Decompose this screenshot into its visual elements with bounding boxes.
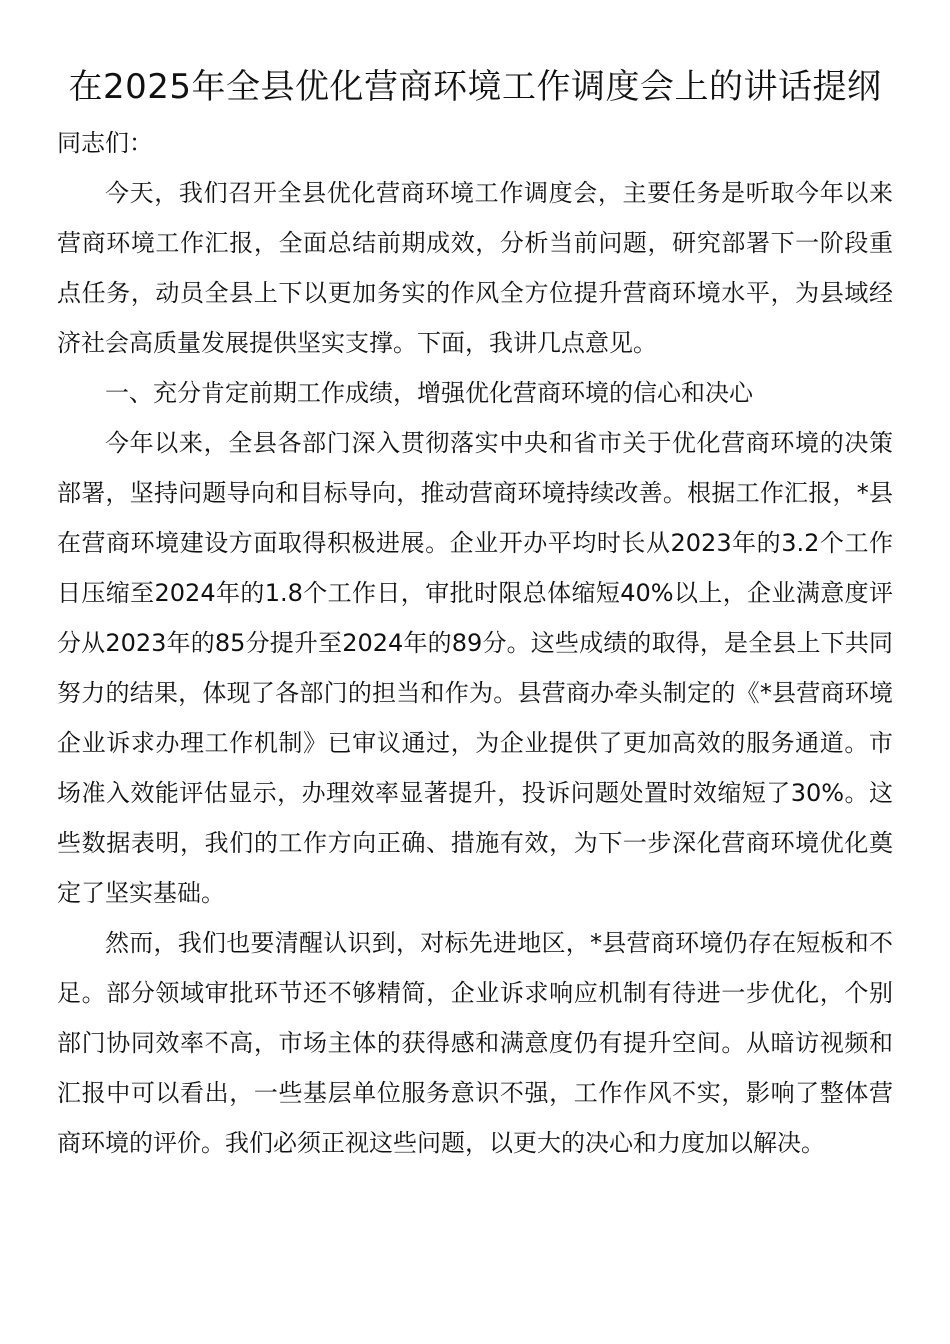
paragraph-shortcomings: 然而，我们也要清醒认识到，对标先进地区，*县营商环境仍存在短板和不足。部分领域审批环节还不够精简，企业诉求响应机制有待进一步优化，个别部门协同效率不高，市场主体的获得感和满意度仍有提升空间。从暗访视频和汇报中可以看出，一些基层单位服务意识不强，工作作风不实，影响了整体营商环境的评价。我们必须正视这些问题，以更大的决心和力度加以解决。 <box>57 929 893 1157</box>
section-heading-1: 一、充分肯定前期工作成绩，增强优化营商环境的信心和决心 <box>105 379 753 407</box>
document-body <box>57 62 893 1168</box>
document-title: 在2025年全县优化营商环境工作调度会上的讲话提纲 <box>68 67 882 107</box>
salutation: 同志们： <box>57 129 153 157</box>
paragraph-intro: 今天，我们召开全县优化营商环境工作调度会，主要任务是听取今年以来营商环境工作汇报，全面总结前期成效，分析当前问题，研究部署下一阶段重点任务，动员全县上下以更加务实的作风全方位提升营商环境水平，为县域经济社会高质量发展提供坚实支撑。下面，我讲几点意见。 <box>57 179 893 357</box>
paragraph-achievements: 今年以来，全县各部门深入贯彻落实中央和省市关于优化营商环境的决策部署，坚持问题导向和目标导向，推动营商环境持续改善。根据工作汇报，*县在营商环境建设方面取得积极进展。企业开办平均时长从2023年的3.2个工作日压缩至2024年的1.8个工作日，审批时限总体缩短40%以上，企业满意度评分从2023年的85分提升至2024年的89分。这些成绩的取得，是全县上下共同努力的结果，体现了各部门的担当和作为。县营商办牵头制定的《*县营商环境企业诉求办理工作机制》已审议通过，为企业提供了更加高效的服务通道。市场准入效能评估显示，办理效率显著提升，投诉问题处置时效缩短了30%。这些数据表明，我们的工作方向正确、措施有效，为下一步深化营商环境优化奠定了坚实基础。 <box>57 429 893 907</box>
